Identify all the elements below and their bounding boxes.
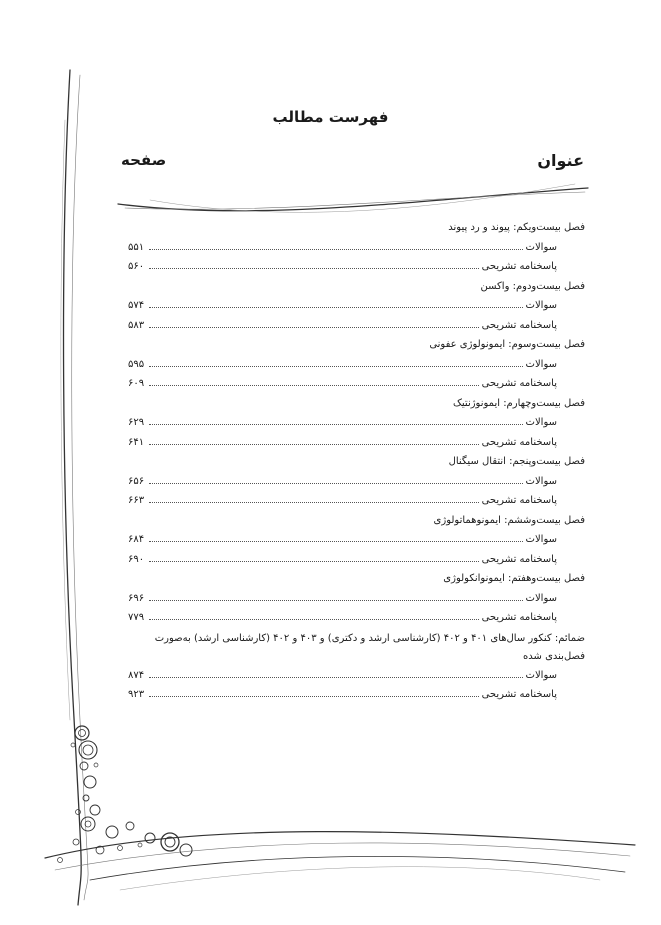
dot-leader [149, 618, 479, 620]
chapter-heading: فصل بیست‌وسوم: ایمونولوژی عفونی [429, 339, 585, 350]
dot-leader [149, 365, 523, 367]
chapter-heading: فصل بیست‌وهفتم: ایمونوانکولوژی [443, 573, 585, 584]
toc-entry[interactable] [128, 530, 585, 550]
toc-entry[interactable] [128, 491, 585, 511]
toc-entry-label: سوالات [525, 358, 557, 370]
toc-entry[interactable] [128, 238, 585, 258]
toc-entry-label: سوالات [525, 592, 557, 604]
toc-entry-label: سوالات [525, 475, 557, 487]
dot-leader [149, 306, 523, 308]
toc-page-number: ۶۵۶ [128, 475, 145, 487]
toc-entry-label: پاسخنامه تشریحی [481, 261, 557, 272]
toc-page-number: ۵۶۰ [128, 261, 145, 272]
dot-leader [149, 267, 479, 269]
toc-entry-label: سوالات [525, 300, 557, 311]
dot-leader [149, 384, 479, 386]
dot-leader [149, 676, 523, 678]
toc-page-number: ۶۲۹ [128, 417, 145, 428]
dot-leader [149, 443, 479, 445]
toc-entry[interactable] [128, 666, 585, 686]
toc-entry-label: پاسخنامه تشریحی [481, 612, 557, 623]
table-of-contents [128, 218, 585, 705]
dot-leader [149, 326, 479, 328]
toc-entry-label: سوالات [525, 669, 557, 681]
toc-entry[interactable] [128, 374, 585, 394]
toc-entry[interactable] [128, 472, 585, 492]
toc-page-number: ۶۹۰ [128, 553, 145, 565]
toc-page-number: ۶۹۶ [128, 592, 145, 604]
toc-entry-label: سوالات [525, 417, 557, 428]
toc-entry[interactable] [128, 433, 585, 453]
toc-page-number: ۶۰۹ [128, 378, 145, 389]
toc-entry-label: پاسخنامه تشریحی [481, 553, 557, 565]
toc-entry[interactable] [128, 413, 585, 433]
toc-entry-label: سوالات [525, 241, 557, 253]
chapter-heading: فصل بیست‌ویکم: پیوند و رد پیوند [448, 222, 585, 233]
toc-entry[interactable] [128, 355, 585, 375]
toc-page-number: ۵۹۵ [128, 358, 145, 370]
toc-entry-label: پاسخنامه تشریحی [481, 319, 557, 331]
chapter-heading: فصل بیست‌وچهارم: ایمونوژنتیک [452, 397, 585, 409]
toc-page-number: ۵۵۱ [128, 241, 145, 253]
column-header-page: صفحه [121, 151, 167, 169]
toc-page-number: ۶۴۱ [128, 436, 145, 448]
chapter-heading: فصل بیست‌وششم: ایمونوهماتولوژی [433, 514, 585, 526]
toc-entry-label: پاسخنامه تشریحی [481, 436, 557, 448]
toc-entry-label: پاسخنامه تشریحی [481, 378, 557, 389]
toc-entry[interactable] [128, 296, 585, 316]
toc-entry[interactable] [128, 257, 585, 277]
dot-leader [149, 482, 523, 484]
chapter-heading: فصل بیست‌وپنجم: انتقال سیگنال [448, 456, 585, 467]
toc-page-number: ۵۸۳ [128, 319, 145, 331]
toc-page-number: ۵۷۴ [128, 300, 145, 311]
dot-leader [149, 695, 479, 697]
toc-entry[interactable] [128, 685, 585, 705]
toc-entry[interactable] [128, 589, 585, 609]
toc-entry-label: پاسخنامه تشریحی [481, 689, 557, 700]
dot-leader [149, 560, 479, 562]
chapter-heading: فصل بیست‌ودوم: واکسن [480, 280, 585, 292]
dot-leader [149, 423, 523, 425]
toc-page-number: ۸۷۴ [128, 669, 145, 681]
toc-entry[interactable] [128, 608, 585, 628]
page-title: فهرست مطالب [272, 108, 389, 126]
dot-leader [149, 248, 523, 250]
dot-leader [149, 599, 523, 601]
toc-entry[interactable] [128, 316, 585, 336]
dot-leader [149, 501, 479, 503]
toc-entry[interactable] [128, 550, 585, 570]
chapter-heading: ضمائم: کنکور سال‌های ۴۰۱ و ۴۰۲ (کارشناسی ارشد و دکتری) و ۴۰۳ و ۴۰۲ (کارشناسی ارشد) به‌صورت فصل‌بندی شده [154, 632, 585, 662]
toc-page-number: ۶۸۴ [128, 534, 145, 545]
toc-page-number: ۶۶۳ [128, 495, 145, 506]
toc-page-number: ۷۷۹ [128, 612, 145, 623]
dot-leader [149, 540, 523, 542]
toc-entry-label: سوالات [525, 534, 557, 545]
toc-page-number: ۹۲۳ [128, 689, 145, 700]
toc-entry-label: پاسخنامه تشریحی [481, 495, 557, 506]
column-header-title: عنوان [537, 151, 584, 170]
